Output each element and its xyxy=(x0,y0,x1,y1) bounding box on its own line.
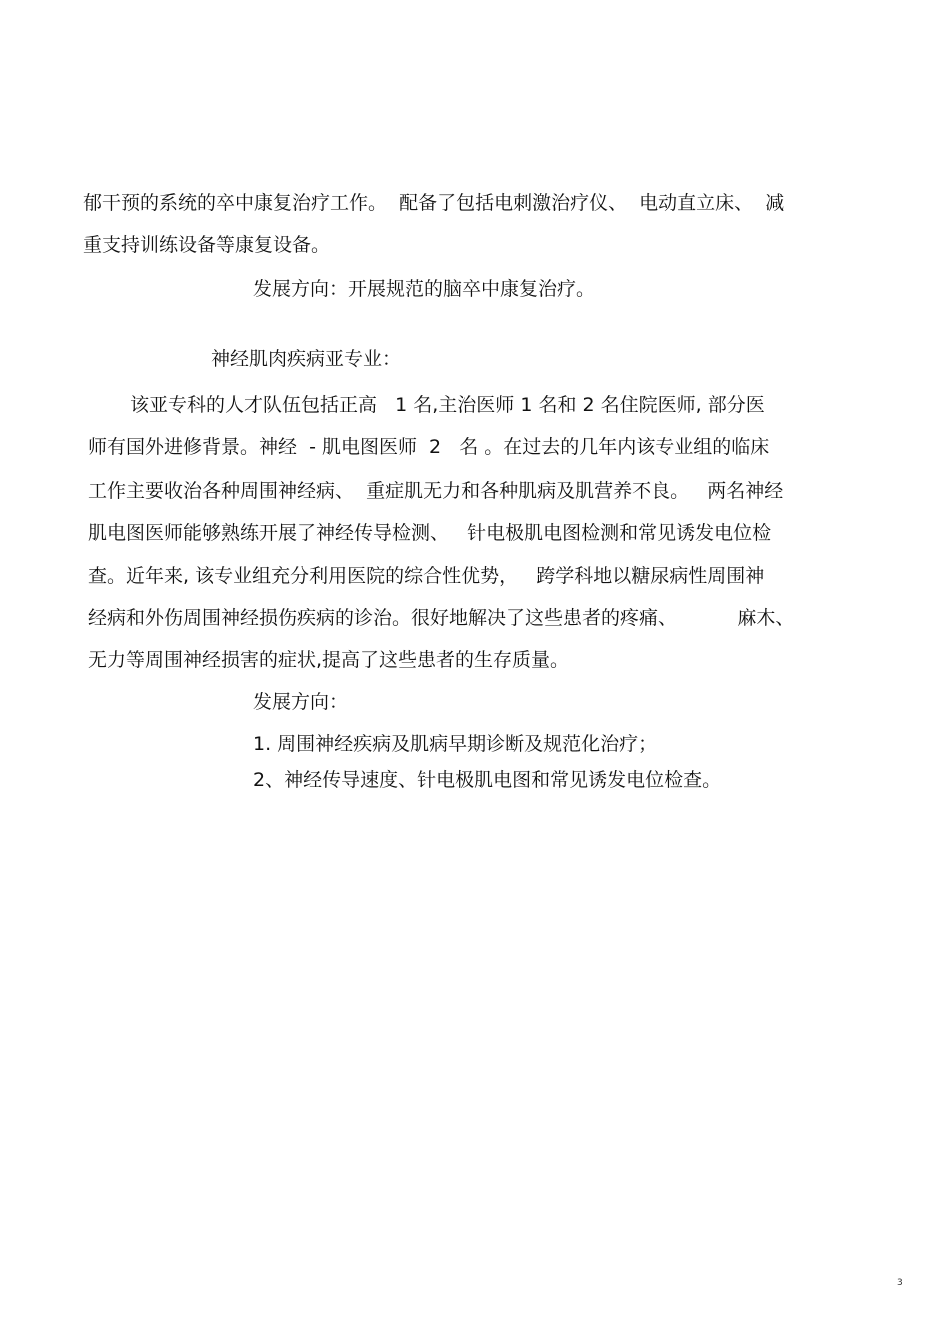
body-line: 无力等周围神经损害的症状,提高了这些患者的生存质量。 xyxy=(88,649,570,671)
body-line: 该亚专科的人才队伍包括正高 1 名,主治医师 1 名和 2 名住院医师, 部分医 xyxy=(130,394,765,416)
body-line: 重支持训练设备等康复设备。 xyxy=(83,234,331,256)
list-item: 2、神经传导速度、针电极肌电图和常见诱发电位检查。 xyxy=(253,769,722,791)
section-direction-line: 发展方向：开展规范的脑卒中康复治疗。 xyxy=(253,278,596,300)
section-heading: 神经肌肉疾病亚专业： xyxy=(211,348,402,370)
section-direction-heading: 发展方向： xyxy=(253,691,349,713)
body-line: 肌电图医师能够熟练开展了神经传导检测、 针电极肌电图检测和常见诱发电位检 xyxy=(88,522,772,544)
body-line: 郁干预的系统的卒中康复治疗工作。 配备了包括电刺激治疗仪、 电动直立床、 减 xyxy=(83,192,785,214)
body-line: 经病和外伤周围神经损伤疾病的诊治。很好地解决了这些患者的疼痛、 麻木、 xyxy=(88,607,795,629)
body-line: 师有国外进修背景。神经 - 肌电图医师 2 名 。在过去的几年内该专业组的临床 xyxy=(88,436,770,458)
body-line: 查。近年来, 该专业组充分利用医院的综合性优势， 跨学科地以糖尿病性周围神 xyxy=(88,565,765,587)
page-number: 3 xyxy=(897,1278,903,1288)
body-line: 工作主要收治各种周围神经病、 重症肌无力和各种肌病及肌营养不良。 两名神经 xyxy=(88,480,784,502)
list-item: 1. 周围神经疾病及肌病早期诊断及规范化治疗； xyxy=(253,733,658,755)
